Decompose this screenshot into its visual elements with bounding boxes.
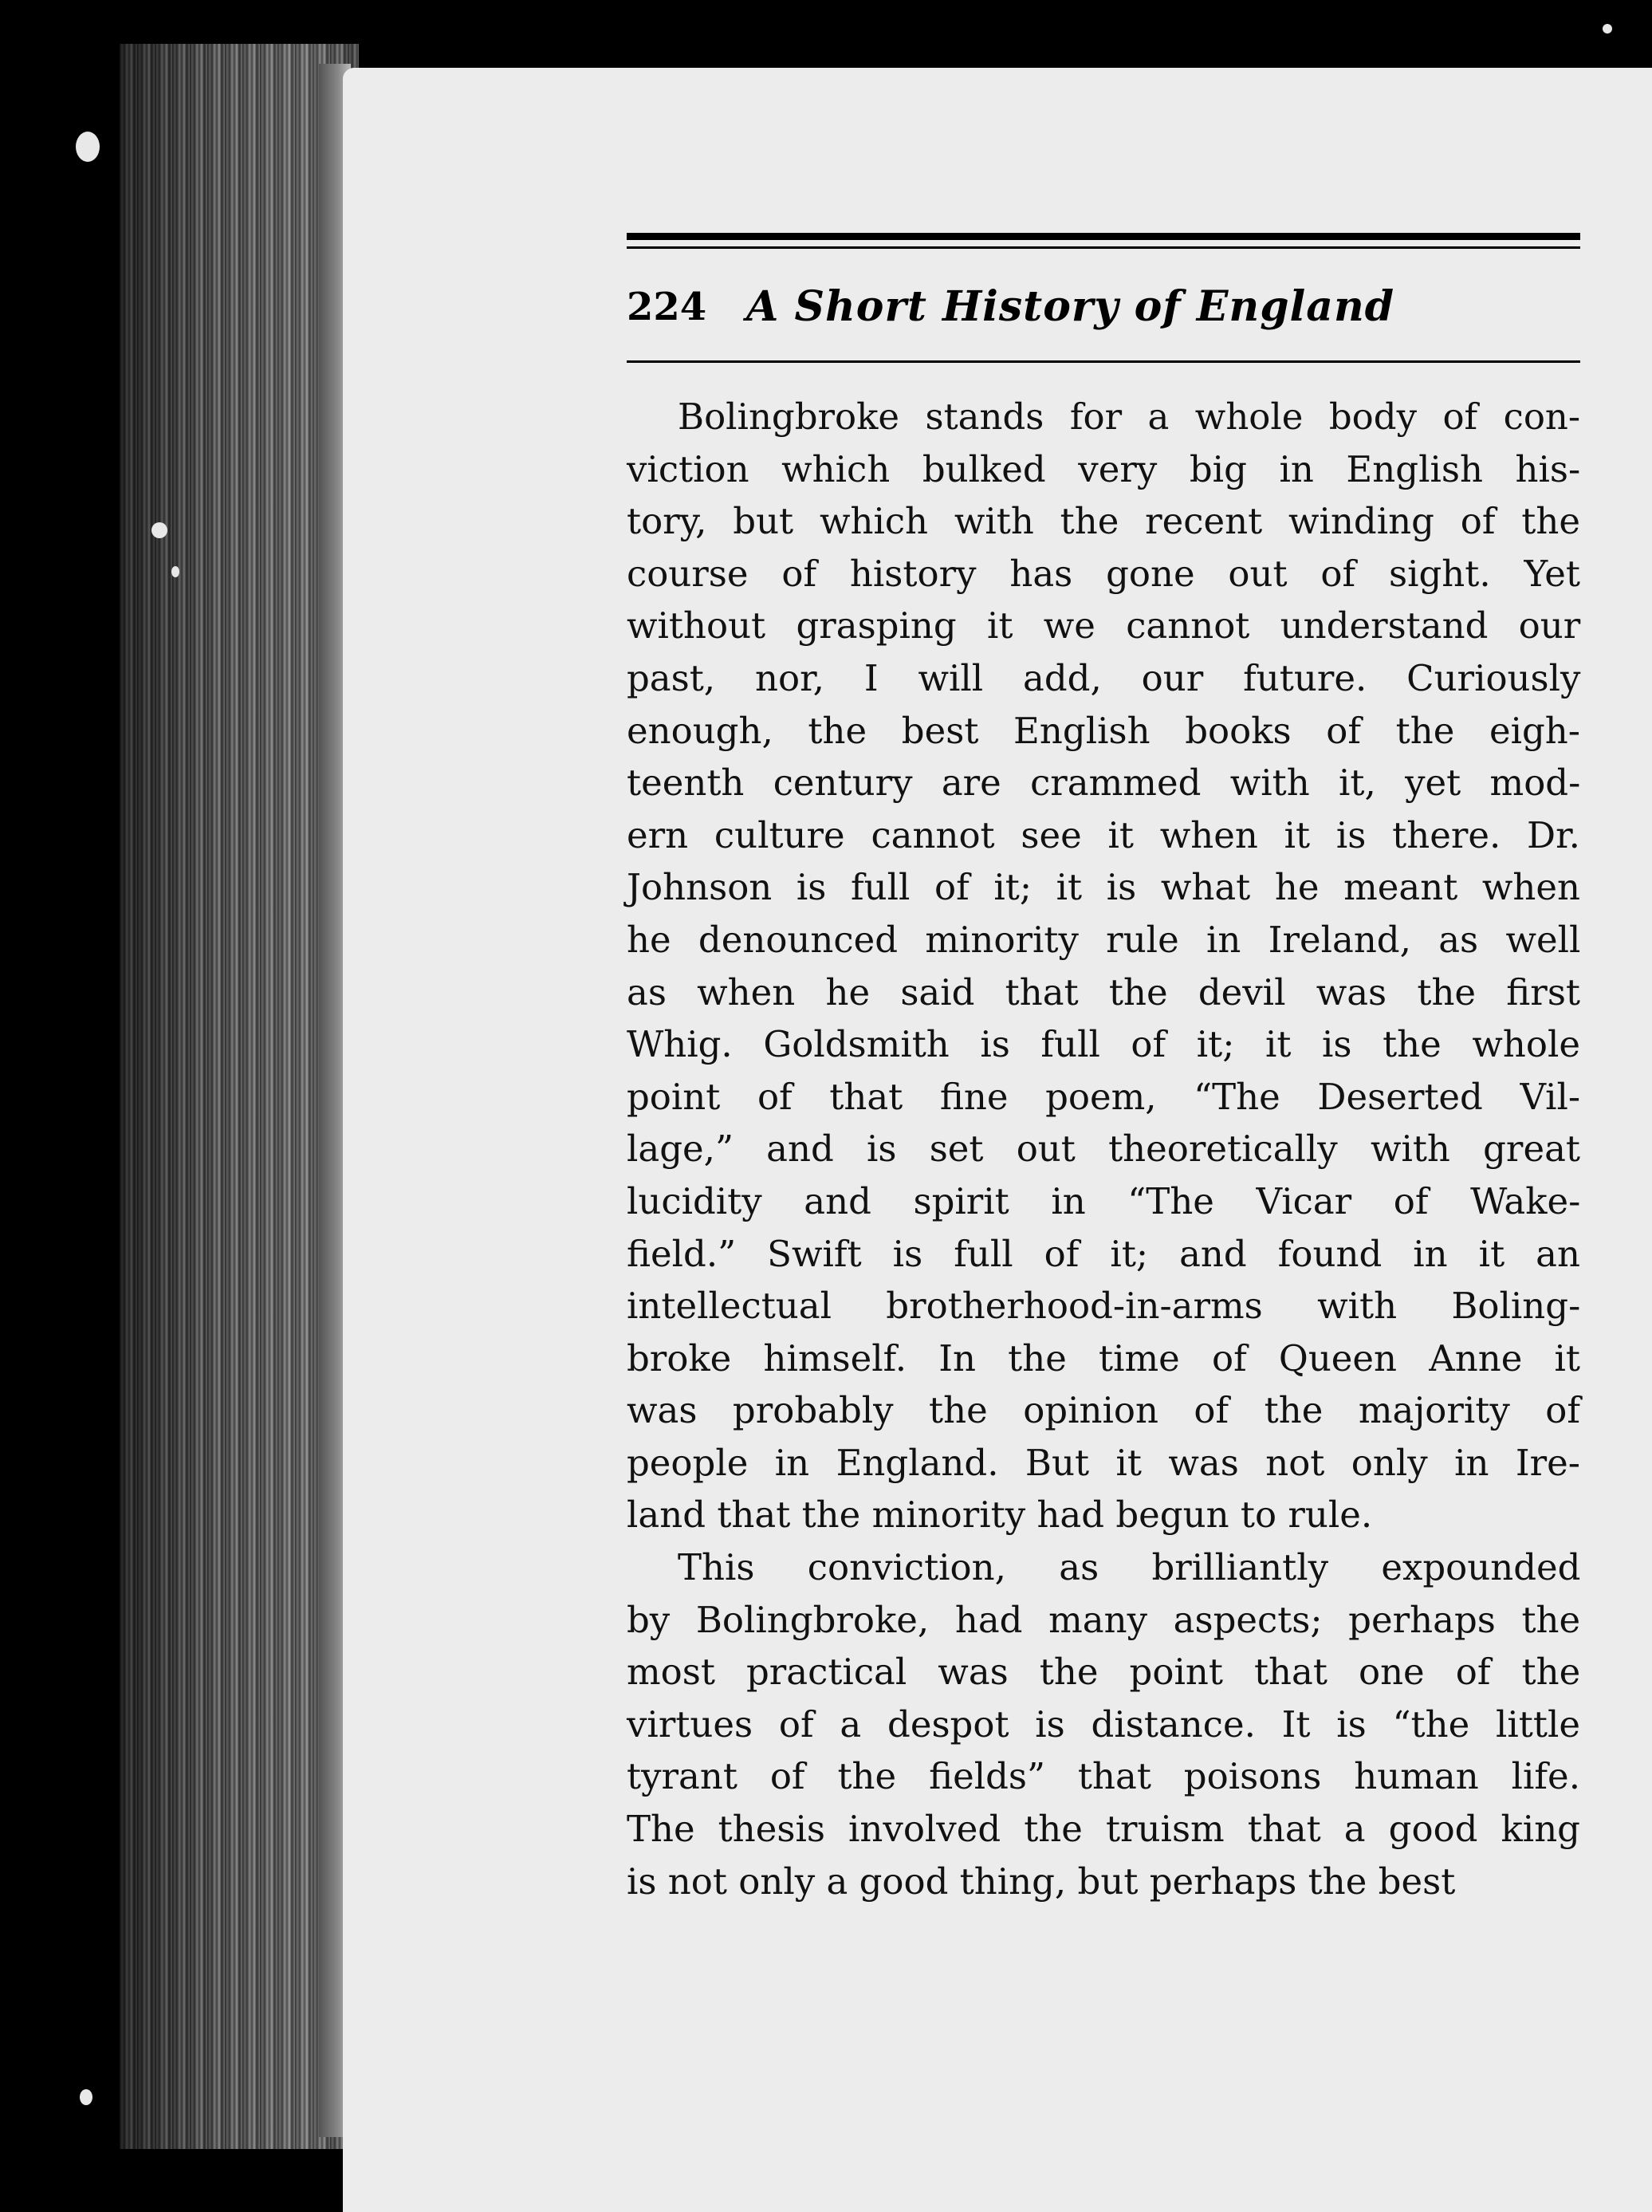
text-line: Whig. Goldsmith is full of it; it is the whole (627, 1023, 1580, 1066)
scan-speck (151, 522, 167, 538)
scan-speck (80, 2089, 92, 2105)
text-line: course of history has gone out of sight. Yet (627, 552, 1580, 595)
text-line: tory, but which with the recent winding of the (627, 500, 1580, 543)
header-rule-thick (627, 233, 1580, 240)
text-line: This conviction, as brilliantly expounded (678, 1546, 1581, 1589)
page-number: 224 (627, 285, 707, 329)
text-line: as when he said that the devil was the first (627, 970, 1580, 1014)
text-line: tyrant of the fields” that poisons human life. (627, 1755, 1580, 1798)
text-line: viction which bulked very big in English his- (627, 447, 1581, 490)
text-line: teenth century are crammed with it, yet mod- (627, 762, 1581, 805)
text-line: Bolingbroke stands for a whole body of con- (678, 396, 1581, 438)
paragraph-2 (627, 1541, 1580, 1907)
text-line: broke himself. In the time of Queen Anne it (627, 1336, 1580, 1380)
text-line: The thesis involved the truism that a good king (627, 1808, 1580, 1851)
text-line: point of that fine poem, “The Deserted Vil- (627, 1075, 1581, 1118)
text-line: he denounced minority rule in Ireland, as well (627, 918, 1581, 961)
text-line: by Bolingbroke, had many aspects; perhaps the (627, 1598, 1581, 1641)
text-line: was probably the opinion of the majority of (627, 1389, 1580, 1432)
paragraph-1 (627, 391, 1580, 1541)
running-title: A Short History of England (746, 282, 1395, 331)
text-line: past, nor, I will add, our future. Curiously (627, 656, 1581, 699)
scan-speck (1603, 24, 1612, 33)
running-head (627, 275, 1580, 339)
text-line: enough, the best English books of the eigh- (627, 709, 1580, 752)
text-line: is not only a good thing, but perhaps the best (627, 1860, 1456, 1903)
body-text (627, 391, 1580, 1907)
text-line: intellectual brotherhood-in-arms with Boling- (627, 1285, 1581, 1328)
text-line: lucidity and spirit in “The Vicar of Wake- (627, 1179, 1581, 1222)
text-line: field.” Swift is full of it; and found in it an (627, 1232, 1580, 1275)
text-line: land that the minority had begun to rule. (627, 1494, 1373, 1537)
scan-speck (76, 132, 100, 162)
header-rule-thin (627, 246, 1580, 249)
header-rule-bottom (627, 360, 1580, 363)
text-line: virtues of a despot is distance. It is “the little (627, 1702, 1580, 1746)
text-line: Johnson is full of it; it is what he meant when (627, 866, 1580, 909)
text-line: people in England. But it was not only in Ire- (627, 1441, 1581, 1484)
scan-speck (171, 566, 179, 577)
text-line: without grasping it we cannot understand our (627, 604, 1581, 647)
text-line: lage,” and is set out theoretically with great (627, 1128, 1580, 1171)
text-line: ern culture cannot see it when it is there. Dr. (627, 813, 1580, 856)
text-line: most practical was the point that one of the (627, 1651, 1581, 1694)
